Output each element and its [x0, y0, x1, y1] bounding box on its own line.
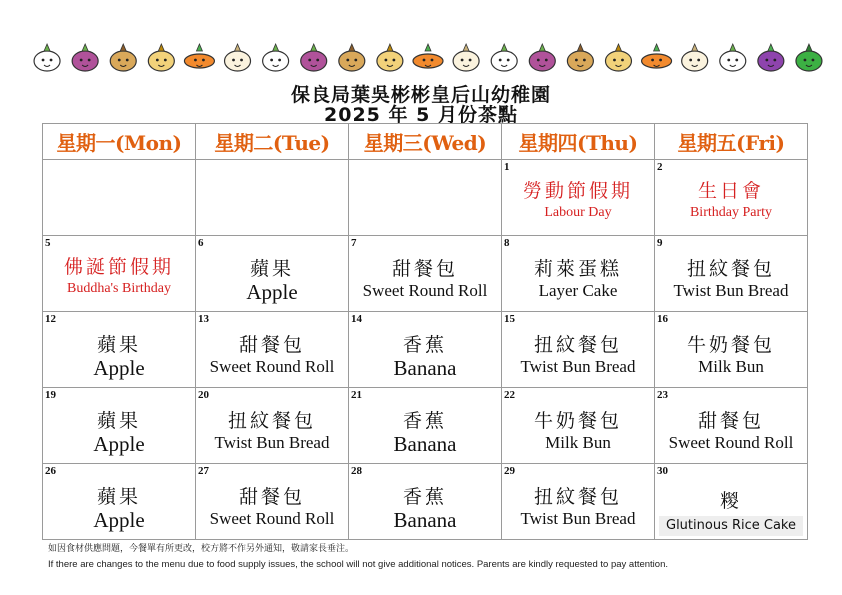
day-cell [43, 464, 196, 540]
day-cell [349, 236, 502, 312]
day-cell [349, 312, 502, 388]
snack-entry [349, 236, 501, 311]
day-number: 8 [504, 237, 510, 249]
snack-name-zh: 扭紋餐包 [533, 486, 622, 508]
weekday-fri: 星期五(Fri) [655, 124, 808, 160]
holiday-entry [502, 160, 654, 235]
green-pepper-icon [796, 44, 822, 71]
day-number: 28 [351, 465, 362, 477]
radish-icon [720, 44, 746, 71]
snack-entry [502, 312, 654, 387]
day-cell [655, 388, 808, 464]
week-row [43, 464, 808, 540]
holiday-entry [655, 160, 807, 235]
potato-icon [567, 44, 593, 71]
snack-name-zh: 香蕉 [402, 486, 447, 508]
day-number: 23 [657, 389, 668, 401]
day-cell [655, 464, 808, 540]
day-number: 12 [45, 313, 56, 325]
day-cell [502, 160, 655, 236]
day-cell [196, 236, 349, 312]
snack-name-zh: 蘋果 [249, 258, 294, 280]
carrot-icon [184, 44, 214, 68]
weekday-tue: 星期二(Tue) [196, 124, 349, 160]
snack-entry [655, 388, 807, 463]
snack-name-en: Apple [93, 432, 145, 456]
snack-name-zh: 香蕉 [402, 410, 447, 432]
week-row [43, 236, 808, 312]
snack-name-zh: 莉萊蛋糕 [533, 258, 622, 280]
garlic-icon [682, 44, 708, 71]
day-number: 16 [657, 313, 668, 325]
snack-calendar [42, 123, 808, 540]
snack-entry [655, 312, 807, 387]
snack-name-zh: 蘋果 [96, 410, 141, 432]
day-cell [349, 464, 502, 540]
snack-name-zh: 甜餐包 [391, 258, 458, 280]
week-row [43, 160, 808, 236]
snack-entry [43, 160, 195, 235]
snack-name-zh: 牛奶餐包 [533, 410, 622, 432]
day-number: 7 [351, 237, 357, 249]
day-number: 15 [504, 313, 515, 325]
week-row [43, 388, 808, 464]
day-cell [655, 236, 808, 312]
snack-name-en: Labour Day [544, 205, 612, 220]
day-number: 6 [198, 237, 204, 249]
eggplant-icon [758, 44, 784, 71]
day-cell [349, 388, 502, 464]
day-number: 21 [351, 389, 362, 401]
snack-name-en: Apple [246, 280, 298, 304]
sweet-potato-icon [301, 44, 327, 71]
day-cell [43, 388, 196, 464]
day-number: 2 [657, 161, 663, 173]
day-cell [655, 312, 808, 388]
day-number: 22 [504, 389, 515, 401]
potato-icon [110, 44, 136, 71]
snack-entry [655, 464, 807, 539]
day-number: 26 [45, 465, 56, 477]
snack-entry [196, 160, 348, 235]
snack-entry [349, 312, 501, 387]
day-cell [196, 312, 349, 388]
week-row [43, 312, 808, 388]
snack-name-zh: 扭紋餐包 [686, 258, 775, 280]
snack-entry [196, 236, 348, 311]
snack-name-en: Banana [393, 508, 457, 532]
snack-name-zh: 甜餐包 [238, 486, 305, 508]
day-cell [502, 464, 655, 540]
weekday-wed: 星期三(Wed) [349, 124, 502, 160]
radish-icon [491, 44, 517, 71]
weekday-header-row [43, 124, 808, 160]
snack-name-en: Sweet Round Roll [209, 357, 335, 376]
snack-name-en: Apple [93, 508, 145, 532]
snack-entry [196, 388, 348, 463]
snack-entry [502, 236, 654, 311]
snack-name-en: Milk Bun [698, 357, 764, 376]
day-number: 27 [198, 465, 209, 477]
snack-entry [196, 464, 348, 539]
snack-name-en: Layer Cake [538, 281, 618, 300]
day-cell [196, 464, 349, 540]
snack-name-zh: 糉 [719, 490, 742, 512]
snack-name-en: Sweet Round Roll [362, 281, 488, 300]
snack-name-zh: 蘋果 [96, 486, 141, 508]
holiday-entry [43, 236, 195, 311]
snack-entry [655, 236, 807, 311]
potato-icon [339, 44, 365, 71]
day-cell [196, 160, 349, 236]
snack-entry [502, 388, 654, 463]
snack-name-zh: 扭紋餐包 [227, 410, 316, 432]
day-number: 13 [198, 313, 209, 325]
snack-name-zh: 甜餐包 [238, 334, 305, 356]
snack-name-en: Sweet Round Roll [209, 509, 335, 528]
day-cell [43, 312, 196, 388]
snack-entry [43, 464, 195, 539]
day-cell [502, 312, 655, 388]
snack-name-en: Buddha's Birthday [66, 281, 171, 296]
snack-entry [349, 160, 501, 235]
day-number: 9 [657, 237, 663, 249]
snack-entry [349, 388, 501, 463]
snack-entry [349, 464, 501, 539]
snack-name-zh: 甜餐包 [697, 410, 764, 432]
snack-name-en: Milk Bun [545, 433, 611, 452]
snack-name-en: Glutinous Rice Cake [659, 516, 803, 536]
weekday-mon: 星期一(Mon) [43, 124, 196, 160]
snack-name-en: Birthday Party [689, 205, 773, 220]
snack-name-zh: 牛奶餐包 [686, 334, 775, 356]
day-number: 20 [198, 389, 209, 401]
sweet-potato-icon [72, 44, 98, 71]
ginger-icon [377, 44, 403, 71]
day-number: 1 [504, 161, 510, 173]
day-number: 29 [504, 465, 515, 477]
snack-name-zh: 生日會 [697, 180, 764, 202]
snack-name-zh: 扭紋餐包 [533, 334, 622, 356]
snack-entry [43, 388, 195, 463]
day-number: 19 [45, 389, 56, 401]
sweet-potato-icon [529, 44, 555, 71]
footer-note-en: If there are changes to the menu due to food supply issues, the school will not give additional notices. Parents are kindly requested to pay attention. [48, 559, 668, 570]
snack-name-en: Apple [93, 356, 145, 380]
carrot-icon [413, 44, 443, 68]
footer-note-zh: 如因食材供應問題，今餐單有所更改，校方將不作另外通知，敬請家長垂注。 [48, 544, 355, 554]
garlic-icon [453, 44, 479, 71]
day-cell [349, 160, 502, 236]
day-cell [502, 236, 655, 312]
snack-name-en: Twist Bun Bread [673, 281, 789, 300]
snack-entry [502, 464, 654, 539]
snack-name-en: Banana [393, 356, 457, 380]
day-cell [43, 236, 196, 312]
snack-entry [196, 312, 348, 387]
school-name: 保良局葉吳彬彬皇后山幼稚園 [290, 84, 551, 106]
radish-icon [34, 44, 60, 71]
menu-title: 2025 年 5 月份茶點 [324, 104, 518, 126]
day-cell [196, 388, 349, 464]
day-cell [502, 388, 655, 464]
weekday-thu: 星期四(Thu) [502, 124, 655, 160]
snack-name-en: Twist Bun Bread [214, 433, 330, 452]
day-number: 30 [657, 465, 668, 477]
snack-name-en: Twist Bun Bread [520, 509, 636, 528]
radish-icon [263, 44, 289, 71]
ginger-icon [148, 44, 174, 71]
garlic-icon [225, 44, 251, 71]
snack-name-en: Banana [393, 432, 457, 456]
snack-name-zh: 勞動節假期 [522, 180, 633, 202]
day-cell [43, 160, 196, 236]
snack-name-en: Sweet Round Roll [668, 433, 794, 452]
day-number: 5 [45, 237, 51, 249]
day-number: 14 [351, 313, 362, 325]
snack-name-en: Twist Bun Bread [520, 357, 636, 376]
vegetable-border [28, 42, 828, 76]
snack-name-zh: 香蕉 [402, 334, 447, 356]
day-cell [655, 160, 808, 236]
carrot-icon [642, 44, 672, 68]
snack-name-zh: 佛誕節假期 [63, 256, 174, 278]
ginger-icon [605, 44, 631, 71]
snack-entry [43, 312, 195, 387]
snack-name-zh: 蘋果 [96, 334, 141, 356]
